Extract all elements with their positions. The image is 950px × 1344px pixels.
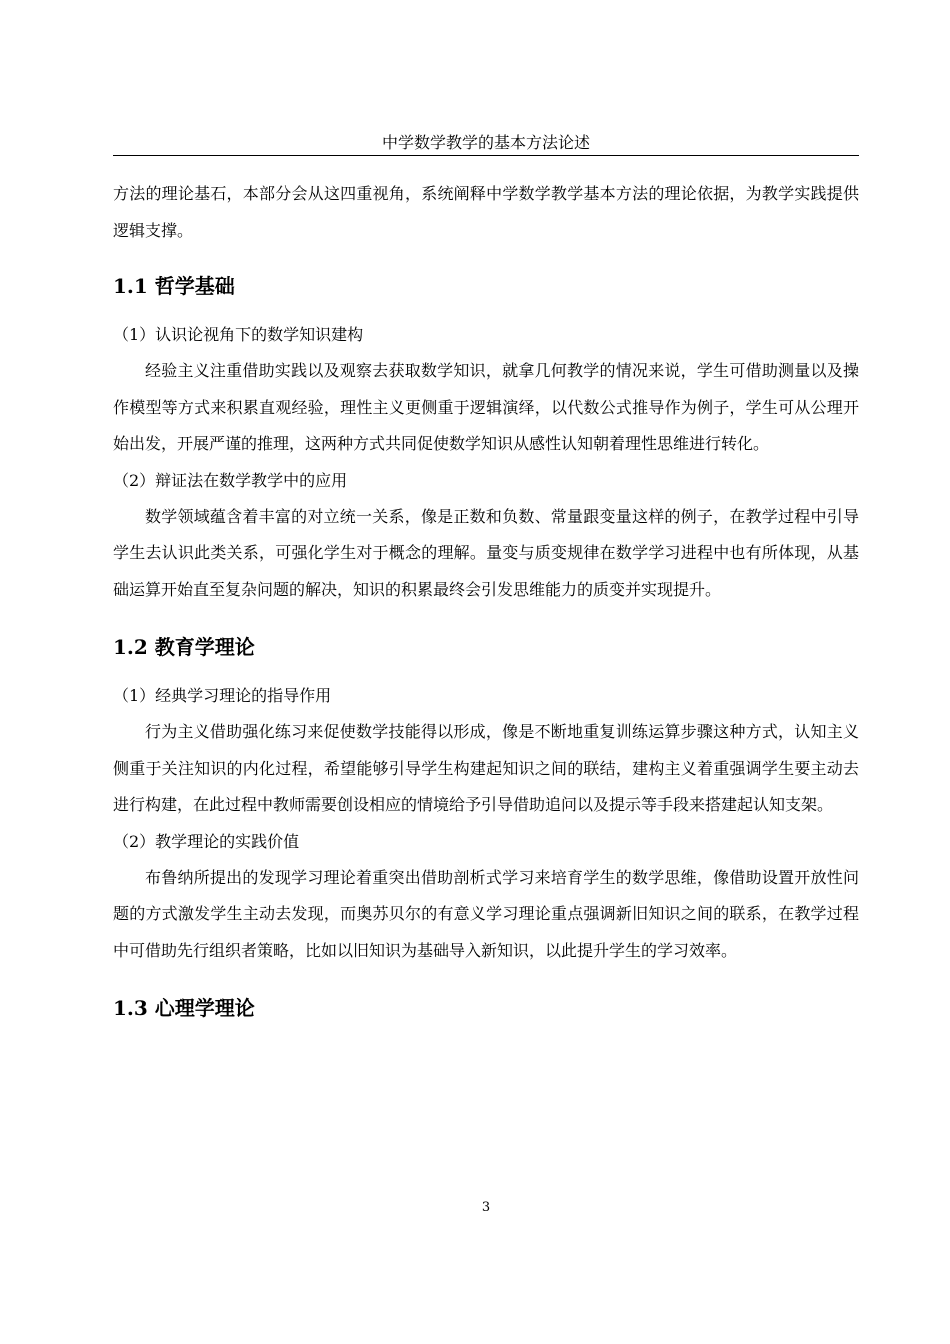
page-content bbox=[113, 176, 859, 1023]
intro-paragraph: 方法的理论基石，本部分会从这四重视角，系统阐释中学数学教学基本方法的理论依据，为教学实践提供逻辑支撑。 bbox=[113, 184, 859, 240]
subsection-heading-1-2-1: （1）经典学习理论的指导作用 bbox=[113, 686, 332, 705]
paragraph-1-1-1: 经验主义注重借助实践以及观察去获取数学知识，就拿几何教学的情况来说，学生可借助测量以及操作模型等方式来积累直观经验，理性主义更侧重于逻辑演绎，以代数公式推导作为例子，学生可从公理开始出发，开展严谨的推理，这两种方式共同促使数学知识从感性认知朝着理性思维进行转化。 bbox=[113, 361, 859, 453]
subsection-heading-1-1-1: （1）认识论视角下的数学知识建构 bbox=[113, 325, 364, 344]
page-number: 3 bbox=[481, 1200, 491, 1215]
running-header: 中学数学教学的基本方法论述 bbox=[381, 133, 590, 152]
paragraph-1-2-2: 布鲁纳所提出的发现学习理论着重突出借助剖析式学习来培育学生的数学思维，像借助设置开放性问题的方式激发学生主动去发现，而奥苏贝尔的有意义学习理论重点强调新旧知识之间的联系，在教学过程中可借助先行组织者策略，比如以旧知识为基础导入新知识，以此提升学生的学习效率。 bbox=[113, 867, 859, 960]
subsection-heading-1-1-2: （2）辩证法在数学教学中的应用 bbox=[113, 470, 348, 490]
paragraph-1-1-2: 数学领域蕴含着丰富的对立统一关系，像是正数和负数、常量跟变量这样的例子，在教学过程中引导学生去认识此类关系，可强化学生对于概念的理解。量变与质变规律在数学学习进程中也有所体现，从基础运算开始直至复杂问题的解决，知识的积累最终会引发思维能力的质变并实现提升。 bbox=[113, 506, 859, 599]
paragraph-1-2-1: 行为主义借助强化练习来促使数学技能得以形成，像是不断地重复训练运算步骤这种方式，认知主义侧重于关注知识的内化过程，希望能够引导学生构建起知识之间的联结，建构主义着重强调学生要主动去进行构建，在此过程中教师需要创设相应的情境给予引导借助追问以及提示等手段来搭建起认知支架。 bbox=[113, 722, 859, 814]
section-title-1-1: 1.1 哲学基础 bbox=[113, 274, 235, 298]
header-rule bbox=[113, 155, 859, 156]
subsection-heading-1-2-2: （2）教学理论的实践价值 bbox=[113, 831, 300, 851]
section-title-1-3: 1.3 心理学理论 bbox=[113, 996, 255, 1020]
section-title-1-2: 1.2 教育学理论 bbox=[113, 635, 255, 659]
